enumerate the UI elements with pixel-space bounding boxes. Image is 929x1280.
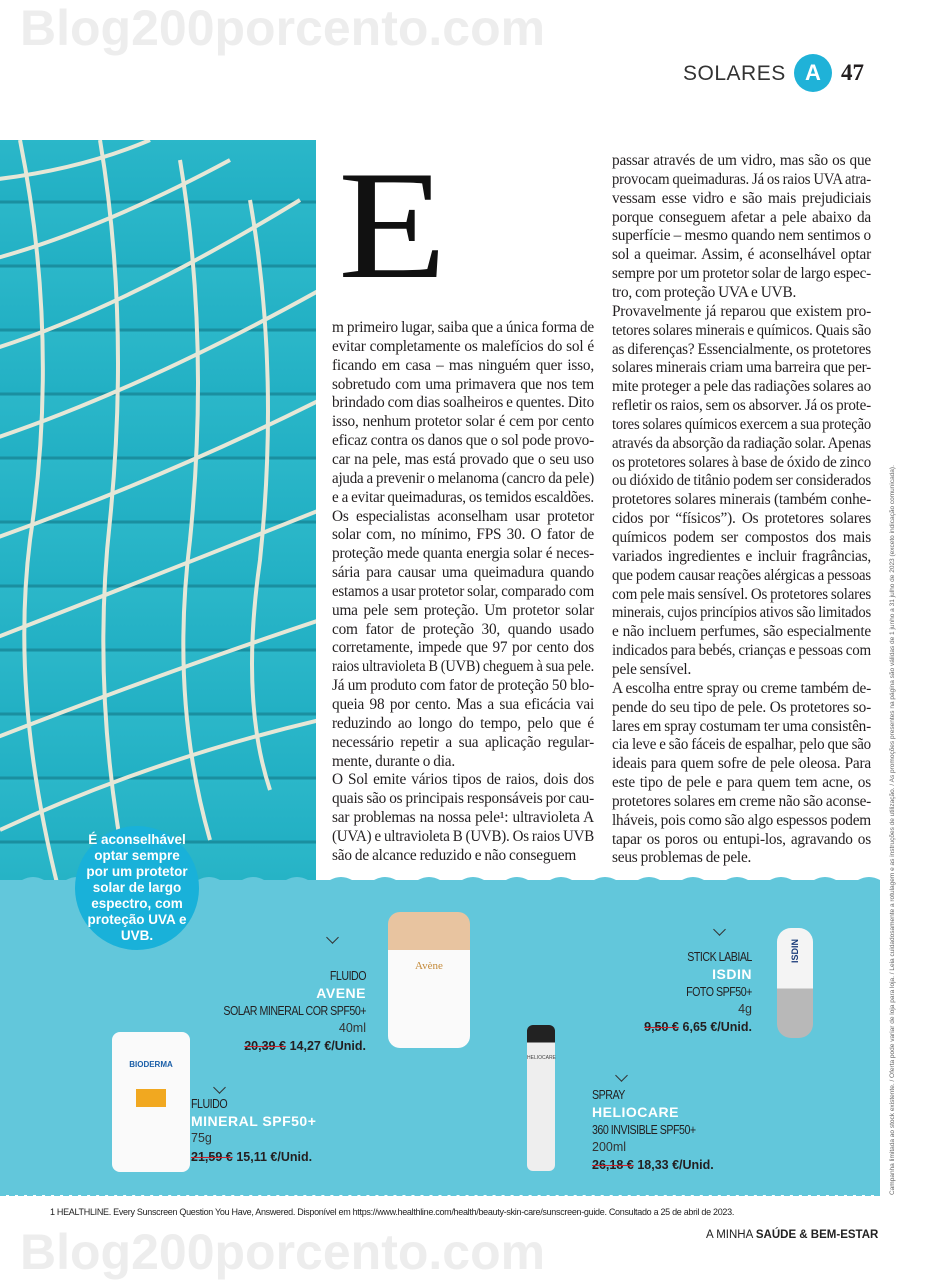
isdin-product-image [777,928,813,1038]
text-line-content: mente, durante o dia. [332,752,456,770]
text-line [612,811,871,830]
text-line-content: sol a queimar. Assim, é aconselhável optar [612,246,871,264]
text-line-content: raios ultravioleta B (UVB) cheguem à sua pele. [332,658,594,676]
text-line [612,717,871,736]
text-line-content: ficando em casa – mas ninguém quer isso, [332,356,594,374]
text-line [612,321,871,340]
text-line-content: químicos podem ser compostos dos mais [612,529,871,546]
drop-cap: E [338,139,447,311]
text-line-content: pende do seu tipo de pele. Os protetores so- [612,698,871,716]
text-line-content: cidos por “físicos”). Os protetores solares [612,510,871,528]
text-line [332,620,594,639]
text-line-content: cia leve e são fáceis de espalhar, pelo que são [612,736,871,754]
text-line-content: tores solares químicos exercem a sua proteção [612,415,871,433]
text-line [332,563,594,582]
product-brand: ISDIN [712,965,752,982]
text-line [332,733,594,752]
text-line-content: isso, nenhum protetor solar é cem por cento [332,413,594,431]
text-line-content: minerais, cujos princípios ativos são limitados [612,604,871,622]
text-line-content: ajuda a prevenir o melanoma (cancro da pele) [332,469,594,487]
product-brand: AVENE [316,984,366,1001]
net-illustration [0,140,316,895]
text-line-content: este tipo de pele e para quem tem acne, os [612,774,871,792]
text-line-content: solares minerais criam uma barreira que per- [612,359,871,377]
text-line-content: queia 98 por cento. Mas a sua eficácia vai [332,696,594,713]
product-size: 75g [191,1131,212,1145]
text-line [332,544,594,563]
avene-product-image [388,912,470,1048]
product-bioderma [191,1095,316,1166]
text-line [332,375,594,394]
text-line [612,283,871,302]
text-line-content: corretamente, impede que 97 por cento dos [332,639,594,657]
text-line-content: uma pele sem proteção. Um protetor solar [332,601,594,619]
text-line-content: com pele mais sensível. Os protetores solares [612,585,871,603]
text-line [612,735,871,754]
text-line [612,434,871,453]
product-type: FLUIDO [191,1096,228,1111]
text-line-content: as diferenças? Essencialmente, os protetores [612,340,871,358]
text-line [332,789,594,808]
text-line [612,773,871,792]
text-line [612,660,871,679]
text-line [612,622,871,641]
text-line-content: variados ingredientes e incluir fragrâncias, [612,547,871,565]
bioderma-product-image [112,1032,190,1172]
text-line [332,525,594,544]
text-line [332,450,594,469]
text-line [332,676,594,695]
text-line-content: sária para causar uma queimadura quando [332,564,594,582]
product-type: STICK LABIAL [687,949,752,964]
text-line [612,415,871,434]
product-size: 4g [738,1001,752,1016]
text-line-content: sempre por um protetor solar de largo espec- [612,265,871,283]
text-line-content: protetores solares minerais (também conhe- [612,491,871,509]
text-line [612,358,871,377]
footnote: 1 HEALTHLINE. Every Sunscreen Question You Have, Answered. Disponível em https://www.healthline.com/health/beauty-skin-care/sunscreen-guide. Consultado a 25 de abril de 2023. [50,1207,735,1217]
text-line [612,528,871,547]
magazine-title: SAÚDE & BEM-ESTAR [755,1229,879,1241]
magazine-prefix: A MINHA [706,1229,753,1241]
text-line [612,170,871,189]
old-price: 21,59 € [191,1149,233,1164]
text-line-content: eficaz contra os danos que o sol pode provo- [332,432,594,450]
brand-logo-icon: A [794,54,832,92]
text-line-content: vessam esse vidro e são mais prejudiciais [612,189,871,207]
text-line-content: reduzindo ao longo do tempo, pelo que é [332,714,594,732]
text-line-content: O Sol emite vários tipos de raios, dois dos [332,771,594,789]
text-line-content: mite proteger a pele das radiações solares ao [612,378,871,396]
text-line-content: pele sensível. [612,660,692,678]
text-line [612,679,871,698]
product-heliocare [592,1086,718,1175]
text-line [332,770,594,789]
product-size: 40ml [338,1020,366,1035]
old-price: 9,50 € [644,1020,679,1034]
text-line-content: que podem causar reações alérgicas a pessoas [612,566,871,584]
new-price: 15,11 €/Unid. [236,1149,313,1164]
new-price: 6,65 €/Unid. [682,1020,752,1034]
avene-label: Avène [415,960,443,972]
text-line [612,585,871,604]
heliocare-product-image [527,1025,555,1171]
product-brand: MINERAL SPF50+ [191,1112,317,1129]
text-line [612,245,871,264]
text-line [612,264,871,283]
text-line-content: necessário repetir a sua aplicação regular- [332,733,594,751]
text-line-content: A escolha entre spray ou creme também de- [612,679,871,697]
legal-notice: Campanha limitada ao stock existente. / Oferta pode variar de loja para loja. / Leia cuidadosamente a rotulagem e as instruções de utilização. / As promoções presentes na página são válidas de 1 junho a 31 julho de 2023 (exceto indicação comunicada). [889,465,896,1195]
page-number: 47 [841,60,864,85]
new-price: 14,27 €/Unid. [289,1039,366,1053]
callout-text: É aconselhável optar sempre por um protetor solar de largo espectro, com proteção UVA e UVB. [86,832,188,943]
text-line [612,340,871,359]
text-line [612,471,871,490]
text-line-content: quais são os principais responsáveis por cau- [332,790,594,808]
watermark: Blog200porcento.com [20,1224,546,1280]
text-line [332,601,594,620]
product-size: 200ml [592,1139,627,1154]
text-line [612,189,871,208]
callout-bubble [75,826,199,950]
heliocare-label: HELIOCARE [527,1055,556,1061]
text-line [332,827,594,846]
text-line-content: tapar os poros ou entupi-los, agravando os [612,830,871,848]
bioderma-label: BIODERMA [129,1060,173,1069]
text-line [612,547,871,566]
text-line [332,318,594,337]
product-name: 360 INVISIBLE SPF50+ [592,1122,696,1137]
text-line-content: e a evitar queimaduras, os temidos escaldões. [332,488,594,506]
text-line-content: sar problemas na nossa pele¹: ultravioleta A [332,809,594,827]
text-line [612,792,871,811]
text-line-content: lháveis, pois como são algo espessos podem [612,811,871,829]
isdin-label: ISDIN [790,939,800,964]
text-line-content: refletir os raios, sem os absorver. Já os prote- [612,397,871,415]
text-line-content: através da absorção da radiação solar. Apenas [612,434,871,452]
text-line [332,846,594,865]
text-line-content: provocam queimaduras. Já os raios UVA atra- [612,170,871,188]
text-line-content: m primeiro lugar, saiba que a única forma de [332,319,594,336]
text-line [332,695,594,714]
text-line [612,377,871,396]
product-type: FLUIDO [329,968,366,983]
text-line [332,752,594,771]
text-line-content: car na pele, mas está provado que o seu uso [332,450,594,468]
text-line [612,603,871,622]
text-line [612,226,871,245]
text-line-content: solar com, no mínimo, FPS 30. O fator de [332,526,594,544]
product-type: SPRAY [592,1087,625,1102]
text-line-content: indicados para bebés, crianças e pessoas com [612,642,871,660]
text-line-content: tetores solares minerais e químicos. Quais são [612,321,871,339]
text-line [332,412,594,431]
product-brand: HELIOCARE [592,1103,679,1120]
text-line-content: lares em spray costumam ter uma consistên- [612,717,871,735]
text-line-content: ou dióxido de titânio podem ser considerados [612,472,871,490]
text-line [332,337,594,356]
band-dashed-edge [0,1190,880,1196]
text-line [612,396,871,415]
text-line-content: passar através de um vidro, mas são os que [612,152,871,169]
fishing-net-photo [0,140,316,895]
text-line [332,431,594,450]
product-isdin [644,948,752,1037]
text-line-content: Já um produto com fator de proteção 50 blo- [332,677,594,695]
text-line-content: são de alcance reduzido e não conseguem [332,846,577,864]
text-line [612,490,871,509]
text-line [612,302,871,321]
product-avene [192,967,366,1056]
text-line-content: com fator de proteção 30, quando usado [332,620,594,638]
text-line-content: ideais para quem sofre de pele oleosa. Para [612,755,871,773]
text-line [612,208,871,227]
text-line [332,356,594,375]
text-line-content: estamos a usar protetor solar, comparado com [332,582,594,600]
text-line-content: porque conseguem afetar a pele abaixo da [612,208,871,226]
text-line [612,754,871,773]
new-price: 18,33 €/Unid. [637,1158,714,1172]
text-line-content: protetores solares em creme não são aconse- [612,792,871,810]
text-line [332,657,594,676]
magazine-name [706,1229,878,1241]
text-line [332,488,594,507]
text-line [332,808,594,827]
text-line-content: os protetores solares à base de óxido de zinco [612,453,871,471]
text-line-content: Provavelmente já reparou que existem pro- [612,302,871,320]
text-line-content: evitar completamente os malefícios do sol é [332,337,594,355]
watermark: Blog200porcento.com [20,0,546,56]
text-line [332,393,594,412]
text-line [332,582,594,601]
text-line [612,151,871,170]
product-name: FOTO SPF50+ [686,984,752,999]
text-line [332,714,594,733]
text-line [612,509,871,528]
text-line [332,638,594,657]
product-name: SOLAR MINERAL COR SPF50+ [223,1003,366,1018]
old-price: 26,18 € [592,1158,634,1172]
old-price: 20,39 € [244,1039,286,1053]
text-line-content: (UVA) e ultravioleta B (UVB). Os raios UVB [332,827,594,845]
text-line [332,469,594,488]
text-line [612,698,871,717]
text-line [612,830,871,849]
text-line [612,641,871,660]
section-title: SOLARES [683,62,786,85]
text-line-content: e não incluem perfumes, são especialmente [612,623,871,641]
text-line [612,566,871,585]
text-line-content: Os especialistas aconselham usar protetor [332,507,594,525]
text-line-content: sobretudo com uma primavera que nos tem [332,375,594,393]
text-line-content: tro, com proteção UVA e UVB. [612,283,797,301]
text-line [612,453,871,472]
text-line-content: superfície – mesmo quando nem sentimos o [612,227,871,245]
text-line [612,848,871,867]
text-line-content: proteção mede quanta energia solar é neces- [332,545,594,563]
text-line-content: brindado com dias soalheiros e quentes. Dito [332,394,594,412]
text-line [332,507,594,526]
text-line-content: seus problemas de pele. [612,849,752,867]
